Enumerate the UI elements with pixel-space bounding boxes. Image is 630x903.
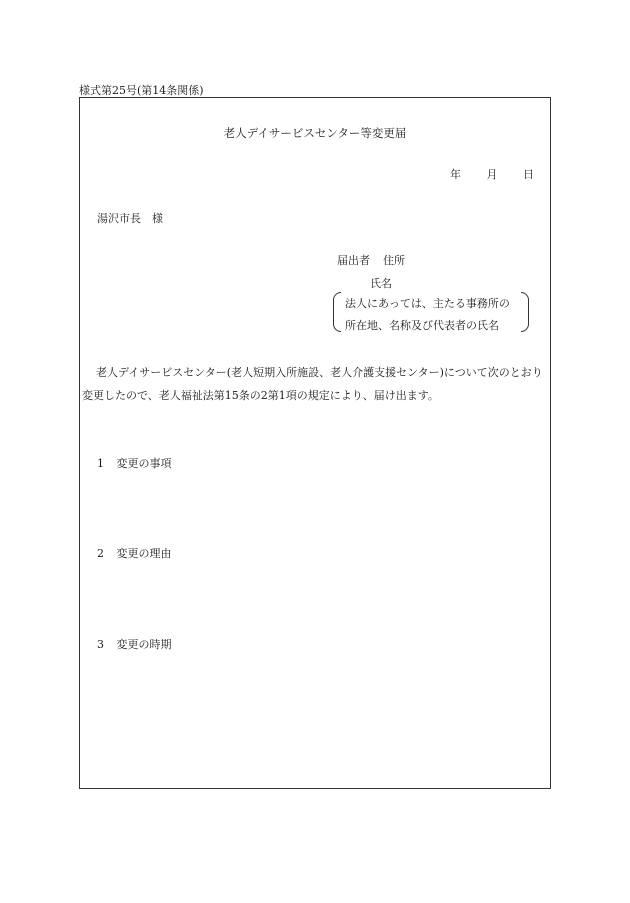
form-number-label: 様式第25号(第14条関係): [79, 84, 204, 97]
corporation-note: [333, 292, 529, 334]
name-label: 氏名: [370, 277, 392, 290]
item-change-matter: [97, 455, 172, 471]
corporation-note-line-2: 所在地、名称及び代表者の氏名: [345, 319, 499, 332]
item-number: 3: [97, 638, 104, 651]
left-bracket: [333, 292, 341, 332]
item-label: 変更の理由: [116, 547, 172, 560]
item-number: 1: [97, 457, 104, 470]
right-bracket: [521, 292, 529, 332]
form-frame: [79, 97, 551, 789]
corporation-note-line-1: 法人にあっては、主たる事務所の: [345, 297, 510, 310]
date-year: 年: [450, 168, 461, 181]
date-day: 日: [523, 168, 534, 181]
applicant-label: 届出者: [337, 254, 370, 267]
addressee: 湯沢市長 様: [97, 212, 163, 225]
body-paragraph: 老人デイサービスセンター(老人短期入所施設、老人介護支援センター)について次のとおり変更したので、老人福祉法第15条の2第1項の規定により、届け出ます。: [82, 366, 543, 402]
address-label: 住所: [383, 254, 405, 267]
document-title: 老人デイサービスセンター等変更届: [223, 126, 407, 140]
item-change-time: [97, 636, 172, 652]
date-line: [450, 166, 534, 182]
item-label: 変更の時期: [116, 638, 172, 651]
item-label: 変更の事項: [116, 457, 172, 470]
item-number: 2: [97, 547, 104, 560]
date-month: 月: [486, 168, 498, 181]
item-change-reason: [97, 545, 172, 561]
